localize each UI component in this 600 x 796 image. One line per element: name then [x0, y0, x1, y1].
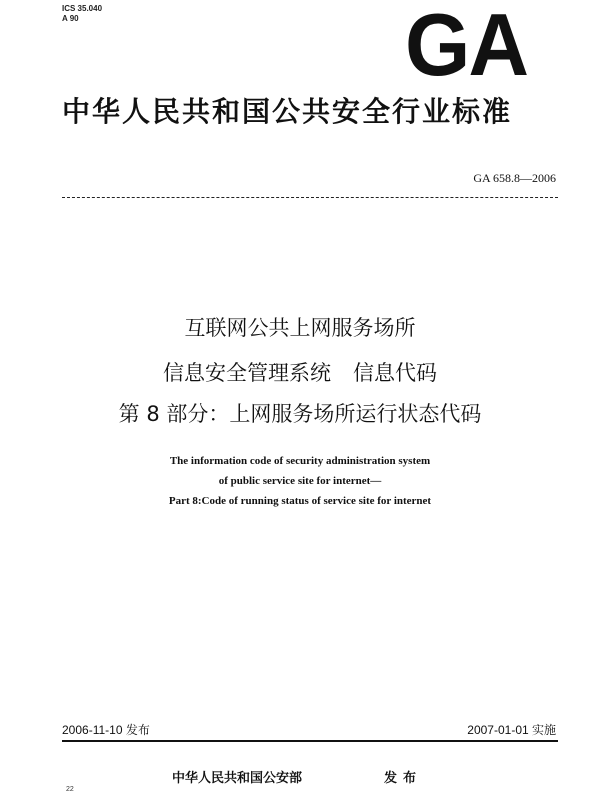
en-title-line-1: The information code of security administration system — [169, 455, 431, 467]
standard-category: 中华人民共和国公共安全行业标准 — [62, 95, 513, 128]
effective-date: 2007-01-01 实施 — [467, 723, 556, 737]
standard-number: GA 658.8—2006 — [473, 171, 556, 185]
cn-title-line-1: 互联网公共上网服务场所 — [184, 316, 416, 340]
ics-code: ICS 35.040 — [62, 4, 103, 13]
ga-logo: GA — [405, 0, 527, 94]
classification-codes — [62, 4, 102, 24]
issue-date: 2006-11-10 发布 — [62, 723, 150, 737]
en-title-line-2: of public service site for internet— — [218, 475, 382, 487]
cn-title-line-2b: 信息代码 — [353, 361, 437, 385]
publisher: 中华人民共和国公安部 — [172, 771, 303, 786]
ccs-code: A 90 — [62, 14, 79, 23]
en-title-line-3: Part 8:Code of running status of service site for internet — [168, 495, 432, 507]
bottom-divider — [62, 740, 558, 742]
publish-word: 发布 — [384, 771, 423, 786]
top-divider — [62, 197, 558, 198]
cn-title-line-2 — [0, 359, 600, 387]
cn-title-line-2a: 信息安全管理系统 — [163, 361, 331, 385]
page-number: 22 — [66, 786, 74, 793]
cn-title-line-3: 第 8 部分：上网服务场所运行状态代码 — [118, 402, 482, 426]
